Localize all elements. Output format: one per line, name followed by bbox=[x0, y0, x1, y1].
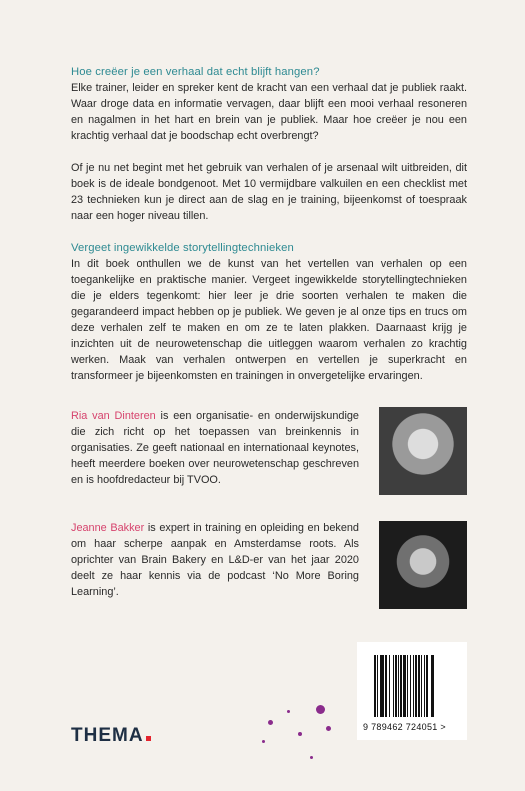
author-photo-jeanne bbox=[379, 521, 467, 609]
author-name-ria: Ria van Dinteren bbox=[71, 410, 156, 422]
section-heading-1: Hoe creëer je een verhaal dat echt blijft hangen? bbox=[71, 66, 320, 78]
author-text-ria: is een organisatie- en onderwijskundige die zich richt op het toepassen van breinkennis in organisaties. Ze geeft nationaal en internationaal keynotes, heeft meerdere boeken over neurowetenschap geschreven en is hoofdredacteur bij TVOO. bbox=[71, 410, 359, 486]
paragraph-2: Of je nu net begint met het gebruik van verhalen of je arsenaal wilt uitbreiden, dit boek is de ideale bondgenoot. Met 10 vermijdbare valkuilen en een checklist met 23 technieken kun je direct aan de slag en je training, bijeenkomst of toespraak naar een hoger niveau tillen. bbox=[71, 162, 467, 222]
publisher-logo bbox=[71, 725, 151, 747]
author-photo-ria bbox=[379, 407, 467, 495]
author-bio-ria bbox=[71, 408, 359, 488]
author-name-jeanne: Jeanne Bakker bbox=[71, 522, 145, 534]
logo-dot-icon bbox=[146, 736, 151, 741]
publisher-logo-text: THEMA bbox=[71, 725, 144, 746]
author-text-jeanne: is expert in training en opleiding en bekend om haar scherpe aanpak en Amsterdamse roots. Als oprichter van Brain Bakery en L&D-er van het jaar 2020 deelt ze haar kennis via de podcast ‘No More Boring Learning’. bbox=[71, 522, 359, 598]
author-bio-jeanne bbox=[71, 520, 359, 600]
blurb bbox=[71, 64, 467, 384]
barcode-number: 9 789462 724051 > bbox=[363, 722, 446, 732]
paragraph-3: In dit boek onthullen we de kunst van het vertellen van verhalen op een toegankelijke en praktische manier. Vergeet ingewikkelde storytellingtechnieken die je elders tegenkomt: hier leer je drie soorten verhalen te maken die gegarandeerd impact hebben op je publiek. We geven je al onze tips en trucs om deze verhalen zelf te maken en om ze te laten plakken. Daarnaast krijg je inzichten uit de neurowetenschap die uitleggen waarom verhalen zo krachtig werken. Maak van verhalen ontwerpen en vertellen je superkracht en transformeer je bijeenkomsten en trainingen in onvergetelijke ervaringen. bbox=[71, 258, 467, 382]
barcode bbox=[357, 642, 467, 740]
section-heading-2: Vergeet ingewikkelde storytellingtechnieken bbox=[71, 242, 294, 254]
barcode-bars bbox=[374, 655, 454, 717]
paragraph-1: Elke trainer, leider en spreker kent de kracht van een verhaal dat je publiek raakt. Waar droge data en informatie vervagen, daar blijft een mooi verhaal resoneren en nagalmen in het hart en brein van je publiek. Maar hoe creëer je nou een krachtig verhaal dat je boodschap echt overbrengt? bbox=[71, 82, 467, 142]
decorative-dots bbox=[240, 700, 340, 770]
